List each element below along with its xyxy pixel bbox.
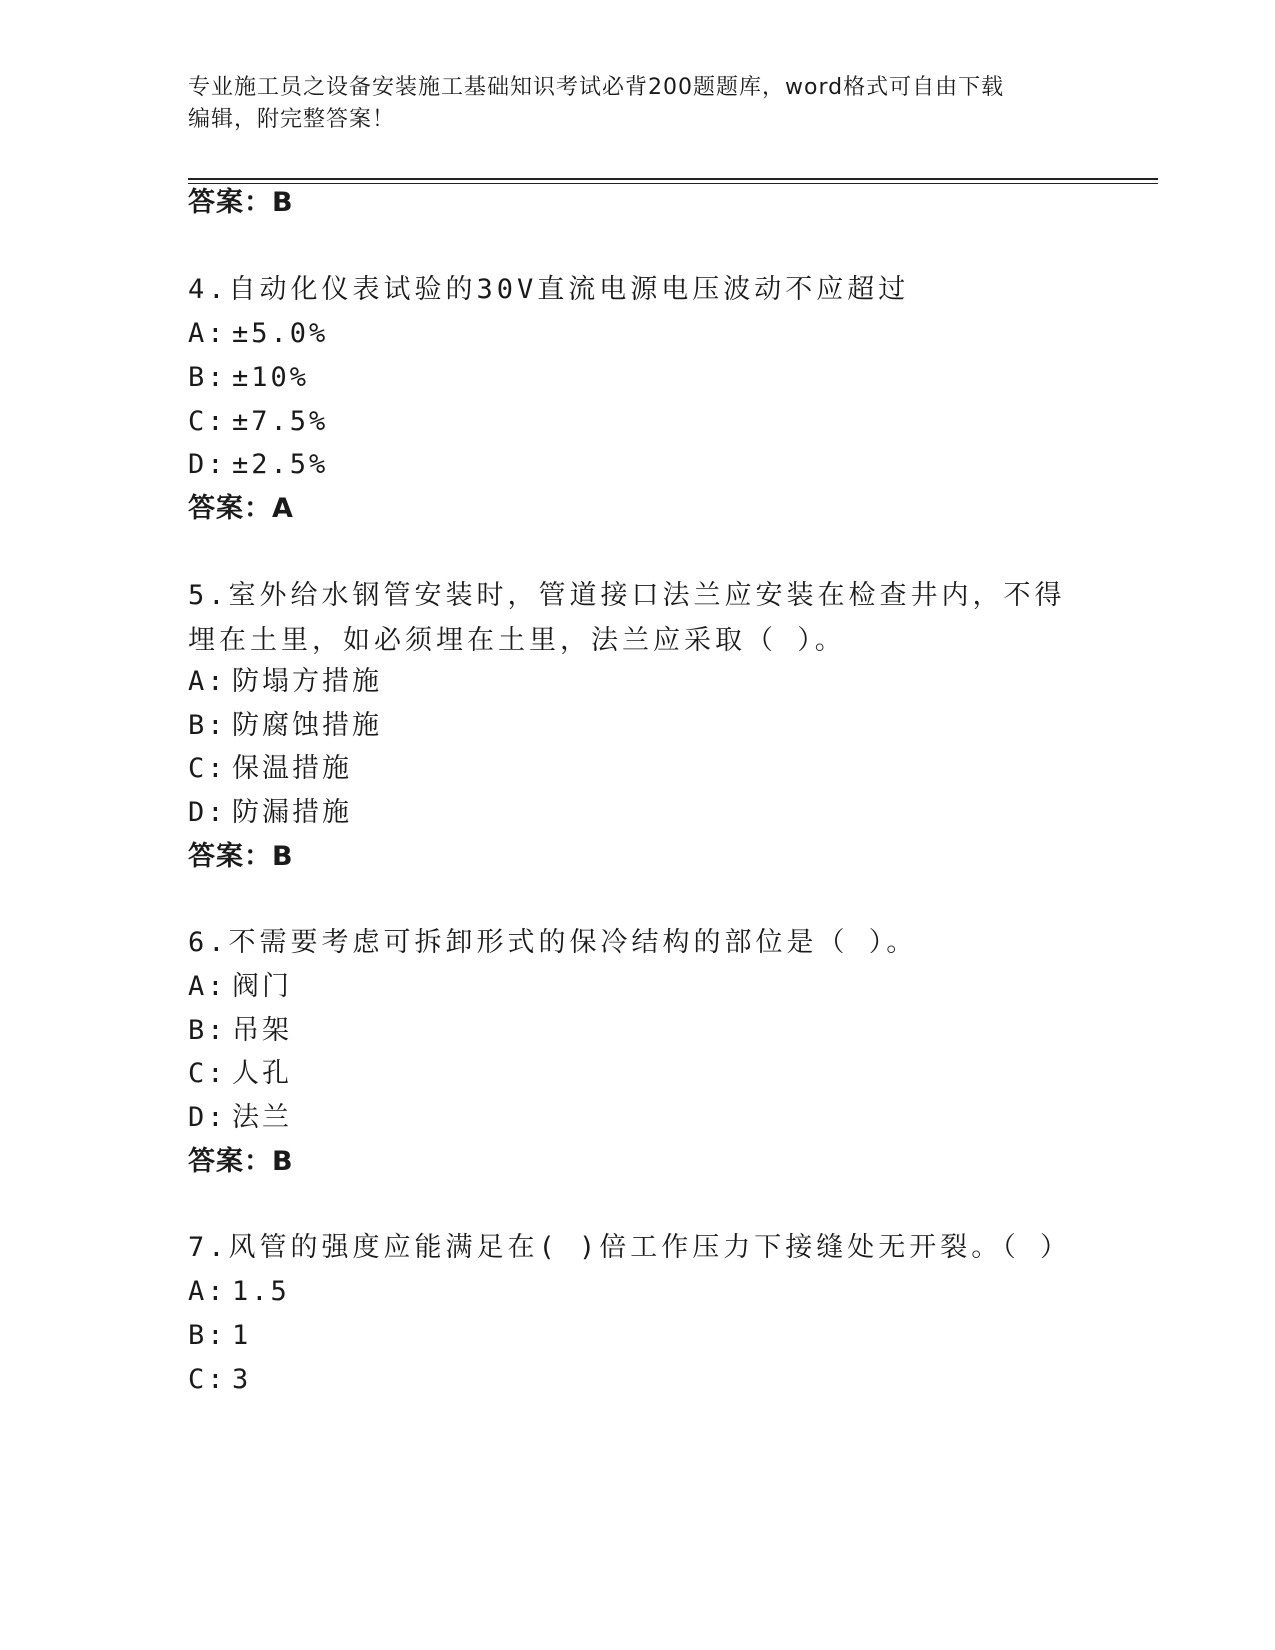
- question-6-option-c: [188, 1057, 292, 1091]
- question-7-option-a: [188, 1275, 290, 1309]
- header-line-1: 专业施工员之设备安装施工基础知识考试必背200题题库，word格式可自由下载: [188, 75, 1005, 100]
- answer-q4: 答案：A: [188, 493, 294, 524]
- option-key: A:: [188, 318, 227, 349]
- question-5-option-d: [188, 796, 352, 830]
- question-7-text: 7.风管的强度应能满足在( )倍工作压力下接缝处无开裂。（ ）: [188, 1232, 1072, 1263]
- question-6-option-d: [188, 1101, 292, 1135]
- option-text: 防腐蚀措施: [232, 710, 382, 741]
- question-7-option-b: [188, 1319, 251, 1353]
- option-text: ±5.0%: [232, 318, 329, 349]
- option-text: 1: [232, 1320, 252, 1351]
- option-text: 1.5: [232, 1276, 290, 1307]
- question-5-text: 5.室外给水钢管安装时，管道接口法兰应安装在检查井内，不得埋在土里，如必须埋在土里，法兰应采取（ ）。: [188, 580, 1066, 656]
- header-rule: [188, 178, 1158, 180]
- question-7-option-c: [188, 1363, 251, 1397]
- question-5-option-b: [188, 709, 382, 743]
- answer-q6: 答案：B: [188, 1146, 294, 1177]
- question-6-option-b: [188, 1014, 292, 1048]
- question-6-option-a: [188, 970, 292, 1004]
- option-key: C:: [188, 1364, 227, 1395]
- option-text: 3: [232, 1364, 252, 1395]
- question-6-text: 6.不需要考虑可拆卸形式的保冷结构的部位是（ ）。: [188, 927, 918, 958]
- option-key: C:: [188, 753, 227, 784]
- question-4-option-d: [188, 448, 328, 482]
- option-key: B:: [188, 362, 227, 393]
- option-key: B:: [188, 1015, 227, 1046]
- option-text: 防塌方措施: [232, 666, 382, 697]
- option-text: ±10%: [232, 362, 310, 393]
- option-key: B:: [188, 1320, 227, 1351]
- option-text: 阀门: [232, 971, 292, 1002]
- answer-q3: 答案：B: [188, 187, 294, 218]
- answer-q5: 答案：B: [188, 841, 294, 872]
- header-rule-thin: [188, 183, 1158, 184]
- option-text: 法兰: [232, 1102, 292, 1133]
- header-line-2: 编辑，附完整答案！: [188, 107, 396, 132]
- option-text: 吊架: [232, 1015, 292, 1046]
- question-4-option-c: [188, 405, 328, 439]
- option-key: C:: [188, 1058, 227, 1089]
- document-header: [188, 72, 1088, 136]
- option-text: 保温措施: [232, 753, 352, 784]
- option-key: C:: [188, 406, 227, 437]
- option-key: B:: [188, 710, 227, 741]
- option-text: ±2.5%: [232, 449, 329, 480]
- question-4-text: 4.自动化仪表试验的30V直流电源电压波动不应超过: [188, 274, 910, 305]
- option-key: D:: [188, 797, 227, 828]
- question-4-option-b: [188, 361, 309, 395]
- option-key: A:: [188, 1276, 227, 1307]
- option-key: A:: [188, 666, 227, 697]
- option-text: ±7.5%: [232, 406, 329, 437]
- option-key: A:: [188, 971, 227, 1002]
- option-key: D:: [188, 1102, 227, 1133]
- option-text: 防漏措施: [232, 797, 352, 828]
- question-5-option-c: [188, 752, 352, 786]
- option-key: D:: [188, 449, 227, 480]
- question-5-option-a: [188, 665, 382, 699]
- option-text: 人孔: [232, 1058, 292, 1089]
- question-4-option-a: [188, 317, 328, 351]
